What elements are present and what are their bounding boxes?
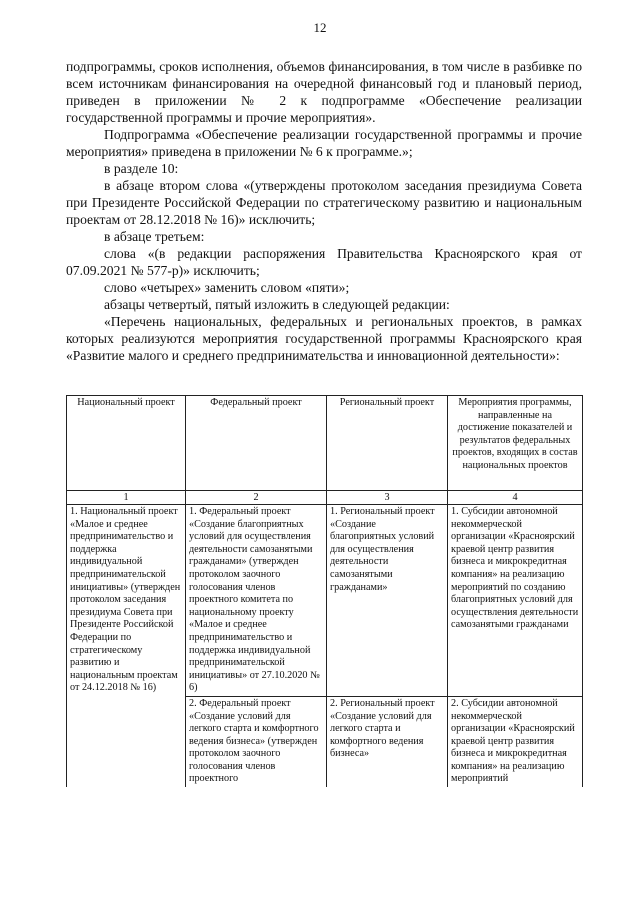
column-number: 3 [327,491,448,505]
column-number: 1 [67,491,186,505]
paragraph: Подпрограмма «Обеспечение реализации государственной программы и прочие мероприятия» приведена в приложении № 6 к программе.»; [66,127,582,159]
table-row [67,505,583,697]
program-measure-cell: 2. Субсидии автономной некоммерческой организации «Красноярский краевой центр развития бизнеса и микрокредитная компания» на реализацию мероприятий [448,696,583,787]
paragraph: слово «четырех» заменить словом «пяти»; [104,280,350,295]
paragraph: подпрограммы, сроков исполнения, объемов финансирования, в том числе в разбивке по всем источникам финансирования на очередной финансовый год и плановый период, приведен в приложении № 2 к подпрограмме «Обеспечение реализации государственной программы и прочие мероприятия». [66,59,582,125]
federal-project-cell: 1. Федеральный проект «Создание благоприятных условий для осуществления деятельности самозанятыми гражданами» (утвержден протоколом заочного голосования членов проектного комитета по национальному проекту «Малое и среднее предпринимательство и поддержка индивидуальной предпринимательской инициативы» от 27.10.2020 № 6) [186,505,327,697]
document-body [66,58,582,364]
paragraph: «Перечень национальных, федеральных и региональных проектов, в рамках которых реализуются мероприятия государственной программы Красноярского края «Развитие малого и среднего предпринимательства и инновационной деятельности»: [66,314,582,363]
header-federal-project: Федеральный проект [186,396,327,491]
column-number: 2 [186,491,327,505]
program-measure-cell: 1. Субсидии автономной некоммерческой организации «Красноярский краевой центр развития бизнеса и микрокредитная компания» на реализацию мероприятий по созданию благоприятных условий для осуществления деятельности самозанятыми гражданами [448,505,583,697]
national-project-cell: 1. Национальный проект «Малое и среднее предпринимательство и поддержка индивидуальной предпринимательской инициативы» (утвержден протоколом заседания президиума Совета при Президенте Российской Федерации по стратегическому развитию и национальным проектам от 24.12.2018 № 16) [67,505,186,788]
paragraph: в разделе 10: [104,161,179,176]
header-program-measures: Мероприятия программы, направленные на достижение показателей и результатов федеральных проектов, входящих в состав национальных проектов [448,396,583,491]
paragraph: абзацы четвертый, пятый изложить в следующей редакции: [104,297,450,312]
federal-project-cell: 2. Федеральный проект «Создание условий для легкого старта и комфортного ведения бизнеса» (утвержден протоколом заочного голосования членов проектного [186,696,327,787]
projects-table [66,395,583,787]
header-regional-project: Региональный проект [327,396,448,491]
column-number: 4 [448,491,583,505]
column-number-row [67,491,583,505]
regional-project-cell: 2. Региональный проект «Создание условий для легкого старта и комфортного ведения бизнеса» [327,696,448,787]
header-national-project: Национальный проект [67,396,186,491]
page-number: 12 [313,20,327,35]
paragraph: в абзаце третьем: [104,229,205,244]
table-header-row [67,396,583,491]
paragraph: слова «(в редакции распоряжения Правительства Красноярского края от 07.09.2021 № 577-р)» исключить; [66,246,582,278]
paragraph: в абзаце втором слова «(утверждены протоколом заседания президиума Совета при Президенте Российской Федерации по стратегическому развитию и национальным проектам от 28.12.2018 № 16)» исключить; [66,178,582,227]
regional-project-cell: 1. Региональный проект «Создание благоприятных условий для осуществления деятельности самозанятыми гражданами» [327,505,448,697]
